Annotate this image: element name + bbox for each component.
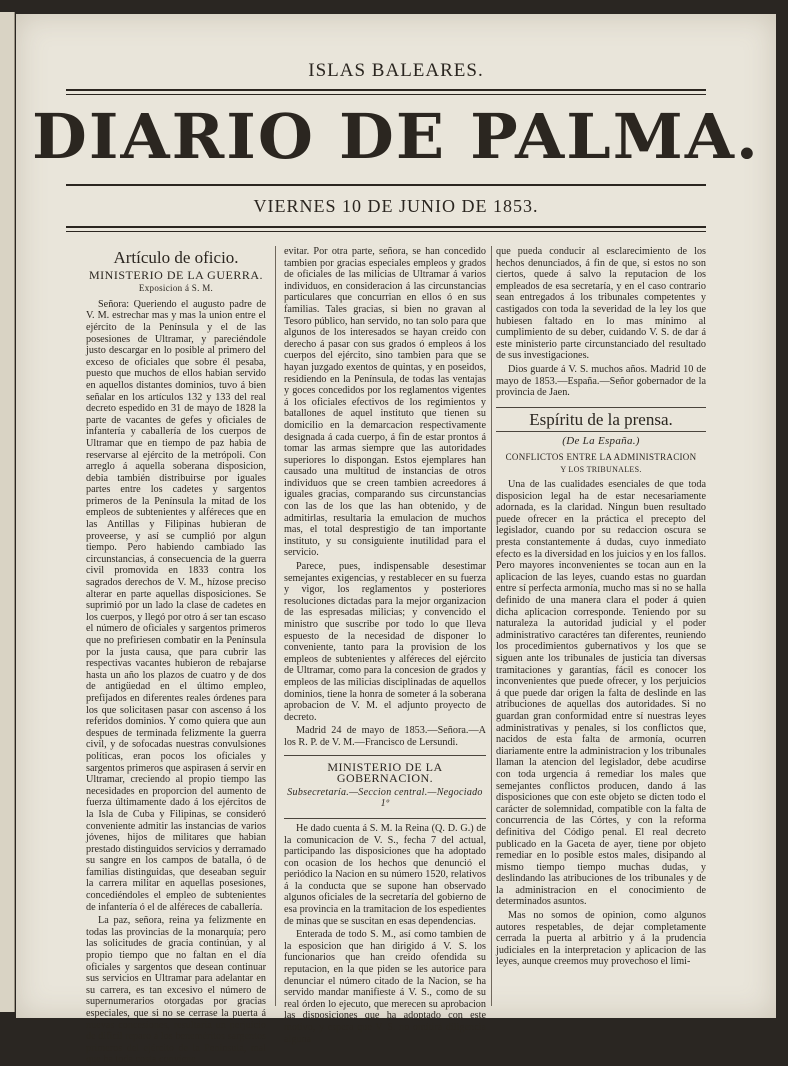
press-subhead-2: Y LOS TRIBUNALES. [560, 464, 642, 474]
masthead-title: DIARIO DE PALMA. [31, 100, 760, 173]
masthead-date: VIERNES 10 DE JUNIO DE 1853. [253, 196, 539, 216]
gobernacion-block [284, 755, 486, 819]
article-paragraph: evitar. Por otra parte, señora, se han concedido tambien por gracias especiales empleos y grados de oficiales de las milicias de Ultramar á varios individuos, en consideracion á las circunstancias particulares que concurrian en ellos ó en sus familias. Tales gracias, si bien no gravan al Tesoro público, han servido, no tan solo para que algunos de los interesados se hayan creido con derecho á pasar con sus grados ó empleos á los cuerpos del ejército, sino tambien para que se hayan juzgado exentos de quintas, y en poseidos, residiendo en la Península, de todas las ventajas y goces concedidos por los reglamentos vigentes á los oficiales efectivos de los regimientos y batallones de aquel instituto que tienen su domicilio en la demarcacion respectivamente designada á cada cuerpo, á fin de estar prontos á tomar las armas siempre que las autoridades superiores lo dispongan. Estos ejemplares han causado una multitud de instancias de otros individuos que se creen tambien acreedores á iguales gracias, comparando sus circunstancias con las de los que las han obtenido, y de admitirlas, resultaria la emulacion de muchos mas, el total desprestigio de tan importante instituto, y su consiguiente inutilidad para el servicio. [284, 246, 486, 559]
article-paragraph: que pueda conducir al esclarecimiento de los hechos denunciados, á fin de que, si estos no son ciertos, quede á salvo la reputacion de los empleados de esa secretaría, y en el caso contrario sean entregados á los tribunales competentes y castigados con toda la severidad de la ley los que hubiesen faltado en lo mas mínimo al cumplimiento de su deber, cuidando V. S. de dar á este ministerio parte circunstanciado del resultado de sus investigaciones. [496, 246, 706, 362]
article-paragraph: La paz, señora, reina ya felizmente en todas las provincias de la monarquía; pero las solicitudes de gracia continúan, y al propio tiempo que no faltan en el día oficiales y sargentos que desean continuar sus servicios en Ultramar para adelantar en su carrera, es tan excesivo el número de supernumerarios otorgadas por gracias especiales, que si no se cerrase la puerta á nuevas concesiones, resultaria un perjuicio de difícil reparo á los beneméritos sargentos primeros del ejército de la Península, mal que ha toda costa conviene [86, 915, 266, 1066]
prensa-heading-block [496, 407, 706, 433]
article-signature: Madrid 24 de mayo de 1853.—Señora.—A los R. P. de V. M.—Francisco de Lersundi. [284, 725, 486, 748]
press-source: (De La España.) [562, 435, 640, 448]
masthead-rule-top-thin [66, 94, 706, 95]
column-1 [86, 246, 266, 1066]
article-signature: Dios guarde á V. S. muchos años. Madrid 10 de mayo de 1853.—España.—Señor gobernador de la provincia de Jaen. [496, 363, 706, 399]
column-3 [496, 246, 706, 1006]
ministry-heading-guerra: MINISTERIO DE LA GUERRA. [89, 267, 263, 282]
masthead-rule-middle [66, 184, 706, 186]
article-paragraph: He dado cuenta á S. M. la Reina (Q. D. G.) de la comunicacion de V. S., fecha 7 del actual, participando las disposiciones que ha adoptado con ocasion de los hechos que denunció el periódico la Nacion en su número 1520, relativos á la conducta que se supone han observado algunos oficiales de la secretaría del gobierno de esa provincia en la tramitacion de los espedientes de minas que se suscitan en esas dependencias. [284, 822, 486, 927]
article-paragraph: Parece, pues, indispensable desestimar semejantes exigencias, y restablecer en su fuerza y vigor, los reglamentos y posteriores resoluciones dictadas para la mejor organizacion de las espresadas milicias; y convencido el ministro que suscribe por todo lo que lleva espuesto de la necesidad de disponer lo conveniente, tanto para la provision de los empleos de subtenientes y alféreces del ejército de Ultramar, como para la concesion de grados y empleos de las milicias disciplinadas de aquellos dominios, tiene la honra de someter á la soberana aprobacion de V. M. el adjunto proyecto de decreto. [284, 561, 486, 723]
masthead-rule-bottom [66, 226, 706, 228]
ministry-heading-gobernacion: MINISTERIO DE LA GOBERNACION. [327, 759, 443, 786]
column-divider-1 [275, 246, 276, 1006]
column-2 [284, 246, 486, 1045]
article-paragraph: Señora: Queriendo el augusto padre de V. M. estrechar mas y mas la union entre el ejército de la Península y el de las posesiones de Ultramar, y pareciéndole justo descargar en lo posible al primero del exceso de oficiales que sobre él pesaba, puesto que muchos de ellos habian servido en aquellos distantes dominios, tuvo á bien señalar en los artículos 132 y 133 del real decreto espedido en 31 de mayo de 1828 la parte de vacantes de gefes y oficiales de infantería y caballería de los cuerpos de Ultramar que en tiempo de paz habia de reservarse al ejército de la metrópoli. Con arreglo á aquella soberana disposicion, debia también distribuirse por iguales partes entre los cadetes y sargentos primeros de la Península la mitad de los empleos de subtenientes y alféreces que en las Antillas y Filipinas hubieran de proveerse, y así se cumplió por algun tiempo. Pero habiendo cambiado las circunstancias, á consecuencia de la guerra civil promovida en 1833 contra los sagrados derechos de V. M., hízose preciso alterar en parte aquellas disposiciones. Se suprimió por un lado la clase de cadetes en los cuerpos, y llegó por otro á ser tan escaso el número de oficiales y sargentos primeros que no prefiriesen combatir en la Península por la justa causa, que para cubrir las respectivas vacantes hubieron de rebajarse hasta un año los plazos de cuatro y de dos de antigüedad en el último empleo, prefijados en diferentes reales órdenes para los que solicitasen pasar con ascenso á los referidos dominios. Y como quiera que aun despues de terminada felizmente la guerra civil, y de sofocadas nuestras convulsiones políticas, eran pocos los oficiales y sargentos primeros que aspirasen á servir en Ultramar, creciendo al propio tiempo las necesidades en proporcion del aumento de fuerza últimamente dado á los ejércitos de la Isla de Cuba y Filipinas, se consideró conveniente admitir las instancias de varios jóvenes, hijos de militares que habian prestado distinguidos servicios y derramado su sangre en los campos de batalla, ó de familias distinguidas, que deseaban seguir la carrera militar en aquellas posesiones, concediéndoles el empleo de subtenientes de infantería ó el de alféreces de caballería. [86, 298, 266, 913]
negociado-kicker: Subsecretaría.—Seccion central.—Negociado 1º [287, 786, 483, 810]
section-heading-prensa: Espíritu de la prensa. [529, 409, 673, 429]
column-divider-2 [491, 246, 492, 1006]
article-paragraph: Una de las cualidades esenciales de que toda disposicion legal ha de estar necesariamente adornada, es la claridad. Ningun buen resultado puede ofrecer en la práctica el precepto del legislador, cuando por su redaccion oscura se presta constantemente á dudas, cuyo inmediato efecto es la diversidad en los juicios y en los fallos. Pero mayores inconvenientes se tocan aun en la aplicacion de las leyes, cuando estas no guardan entre sí perfecta armonía, mucho mas si no se halla definido de una manera clara el poder á quien dicha aplicacion corresponde. Teniendo por su naturaleza la autoridad judicial y el poder administrativo caractéres tan diferentes, reuniendo los procedimientos gubernativos y los que se siguen ante los tribunales de justicia tan diversas tramitaciones y garantías, fácil es conocer los inconvenientes que puede ofrecer, y los perjuicios á que puede dar origen la falta de deslinde en las atribuciones de aquellas dos autoridades. Si no guardan gran conformidad entre sí nuestras leyes administrativas y penales, si los conflictos que, nacidos de esta falta de armonía, ocurren diariamente entre la administracion y los tribunales llaman la atencion del legislador, debe acudirse con toda urgencia á remediar los males que semejantes conflictos producen, dando á las disposiciones que con este objeto se dicten todo el carácter de solemnidad, compatible con la falta de concurrencia de las Córtes, y con la reforma definitiva del Código penal. El real decreto publicado en la Gaceta de ayer, tiene por objeto remediar en lo posible estos males, disipando al mismo tiempo tiempo muchas dudas, y deslindando las atribuciones de los tribunales y de la administracion en el conocimiento de determinados asuntos. [496, 479, 706, 908]
masthead-rule-bottom-thin [66, 231, 706, 232]
exposicion-kicker: Exposicion á S. M. [138, 283, 214, 294]
section-heading-oficio: Artículo de oficio. [113, 248, 239, 267]
press-subhead-1: CONFLICTOS ENTRE LA ADMINISTRACION [505, 451, 697, 462]
masthead-region: ISLAS BALEARES. [308, 60, 484, 81]
article-paragraph: Mas no somos de opinion, como algunos autores respetables, de dejar completamente cerrada la puerta al arbitrio y á la prudencia judiciales en la interpretacion y aplicacion de las leyes, aunque creemos muy provechoso el limi- [496, 910, 706, 968]
article-paragraph: Enterada de todo S. M., así como tambien de la esposicion que han dirigido á V. S. los funcionarios que han creido ofendida su reputacion, en la que piden se les autorice para denunciar el número citado de la Nacion, se ha servido mandar manifieste á V. S., como de su real órden lo ejecuto, que merecen su aprobacion las disposiciones que ha adoptado con este motivo, y espera que V. S. no omitirá diligencia alguna [284, 929, 486, 1045]
masthead-rule-top [66, 89, 706, 91]
newspaper-page [16, 14, 776, 1066]
